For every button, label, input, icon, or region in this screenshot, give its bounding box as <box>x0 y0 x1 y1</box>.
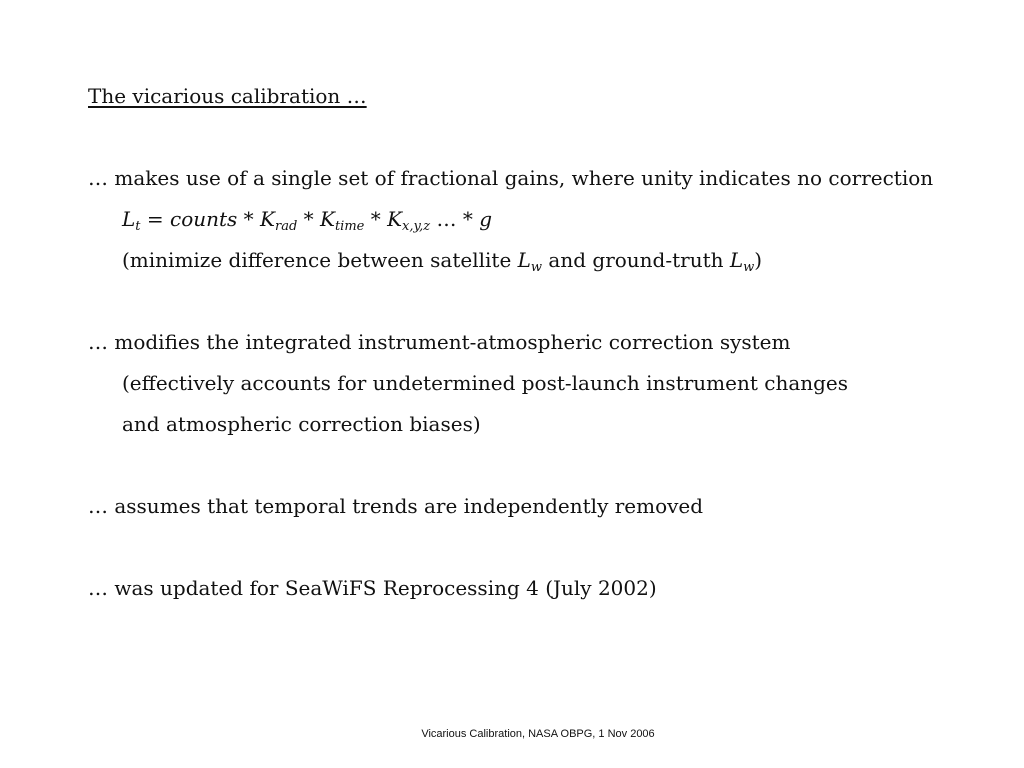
eq-star-1: * <box>237 207 261 231</box>
eq-g: g <box>479 207 492 231</box>
slide-footer: Vicarious Calibration, NASA OBPG, 1 Nov 2006 <box>421 728 655 740</box>
slide-title: The vicarious calibration … <box>88 84 367 108</box>
eq-k-xyz: K <box>387 207 403 231</box>
eq-k-rad: K <box>260 207 275 231</box>
note-post-launch-line-1: (effectively accounts for undetermined post-launch instrument changes <box>122 371 849 395</box>
bullet-temporal-trends: … assumes that temporal trends are independently removed <box>88 494 704 518</box>
eq-lt: L <box>122 207 136 231</box>
note-post-launch-line-2: and atmospheric correction biases) <box>122 412 481 436</box>
eq-k-time-sub: time <box>334 219 365 234</box>
eq-counts: counts <box>170 207 238 231</box>
bullet-integrated-system: … modifies the integrated instrument-atmospheric correction system <box>88 330 791 354</box>
eq-k-time: K <box>320 207 335 231</box>
eq-star-2: * <box>297 207 320 231</box>
note-minimize-difference <box>122 248 763 275</box>
eq-k-xyz-sub: x,y,z <box>402 219 431 234</box>
note1-lw-ground-sub: w <box>743 260 755 275</box>
note1-mid: and ground-truth <box>542 248 730 272</box>
eq-ellipsis: … * <box>430 207 480 231</box>
note1-post: ) <box>754 248 763 272</box>
eq-lt-sub: t <box>135 219 141 234</box>
note1-lw-satellite: L <box>517 248 531 272</box>
note1-lw-satellite-sub: w <box>530 260 543 275</box>
eq-equals: = <box>140 207 170 231</box>
calibration-equation <box>122 207 492 234</box>
eq-k-rad-sub: rad <box>274 219 298 234</box>
note1-lw-ground: L <box>729 248 744 272</box>
note1-pre: (minimize difference between satellite <box>122 248 518 272</box>
bullet-fractional-gains: … makes use of a single set of fractional gains, where unity indicates no correction <box>88 166 934 190</box>
bullet-seawifs-update: … was updated for SeaWiFS Reprocessing 4 (July 2002) <box>88 576 657 600</box>
eq-star-3: * <box>364 207 388 231</box>
